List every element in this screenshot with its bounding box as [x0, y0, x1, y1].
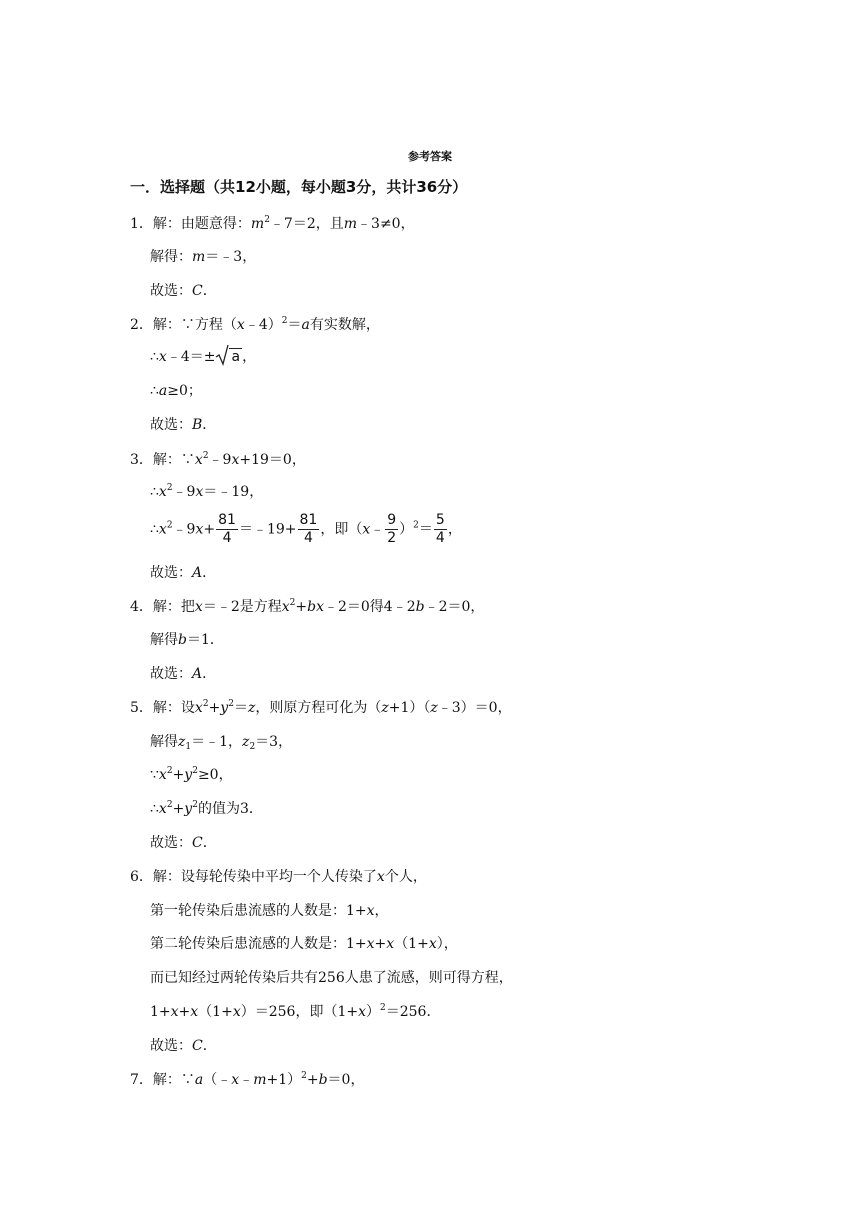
answer-2-line-3: ∴a≥0；: [150, 383, 202, 399]
answer-2-line-1: 2．解：∵方程（x﹣4）$^2$＝a有实数解，: [130, 316, 380, 333]
answer-5-line-2: 解得$z_1=﹣1$，$z_2=3$，: [150, 734, 293, 752]
answer-4-line-2: 解得b＝1．: [150, 632, 224, 648]
answer-2-line-2: ∴x﹣4＝± a ，: [150, 347, 256, 367]
fraction: $\frac{5}{4}$: [435, 512, 445, 546]
answer-6-line-1: 6．解：设每轮传染中平均一个人传染了x个人，: [130, 869, 427, 885]
answer-4-line-1: 4．解：把x＝﹣2是方程$x^2+bx﹣2=0$得4﹣2b﹣2＝0，: [130, 598, 485, 615]
answer-3-line-3: $\therefore x^2﹣9x+$ $\frac{81}{4}$ ＝﹣19+ $\frac{81}{4}$ ，即（x﹣ $\frac{9}{2}$ ）$^2$＝ $\frac{5}{4}$ ，: [150, 512, 462, 546]
answer-5-line-3: $\because x^2+y^2\ge 0$，: [150, 766, 233, 783]
answer-2-choice: 故选：B．: [150, 417, 217, 433]
answer-4-choice: 故选：A．: [150, 666, 217, 682]
answer-1-choice: 故选：C．: [150, 283, 217, 299]
answer-5-line-4: $\therefore x^2+y^2$的值为3．: [150, 800, 263, 817]
answer-6-line-4: 而已知经过两轮传染后共有256人患了流感，则可得方程，: [150, 970, 513, 986]
answer-1-line-2: 解得：m＝﹣3，: [150, 249, 257, 265]
section-heading: 一．选择题（共12小题，每小题3分，共计36分）: [130, 178, 468, 196]
fraction: $\frac{81}{4}$: [218, 512, 236, 546]
answer-5-choice: 故选：C．: [150, 835, 217, 851]
sqrt-symbol: a: [215, 347, 242, 367]
answer-1-line-1: 1．解：由题意得：$m^2﹣7=2$，且m﹣3≠0，: [130, 215, 415, 232]
answer-5-line-1: 5．解：设$x^2+y^2=z$，则原方程可化为（z+1）（z﹣3）＝0，: [130, 699, 512, 716]
fraction: $\frac{81}{4}$: [299, 512, 318, 546]
answer-7-line-1: 7．解：∵a（﹣x﹣m+1）$^2$+b＝0，: [130, 1071, 365, 1088]
answer-3-line-1: 3．解：$\because x^2﹣9x+19=0$，: [130, 451, 306, 468]
answer-6-line-3: 第二轮传染后患流感的人数是：1+x+x（1+x），: [150, 936, 458, 952]
answer-3-choice: 故选：A．: [150, 565, 217, 581]
answer-6-line-5: 1+x+x（1+x）＝256，即$(1+x)^2=256$．: [150, 1003, 441, 1020]
answer-6-line-2: 第一轮传染后患流感的人数是：1+x，: [150, 903, 389, 919]
answer-6-choice: 故选：C．: [150, 1038, 217, 1054]
page-title: 参考答案: [408, 150, 452, 163]
fraction: $\frac{9}{2}$: [387, 512, 397, 546]
answer-3-line-2: $\therefore x^2﹣9x=﹣19$，: [150, 483, 264, 500]
